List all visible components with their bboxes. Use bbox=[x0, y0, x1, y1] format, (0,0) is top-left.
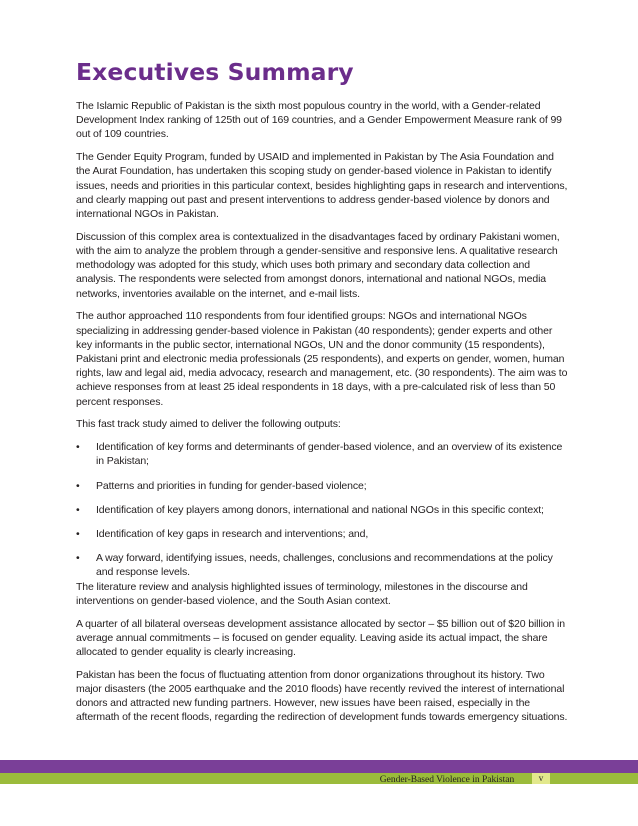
footer-bar bbox=[0, 760, 638, 773]
list-item-text: A way forward, identifying issues, needs, challenges, conclusions and recommendations at the policy and response levels. bbox=[96, 552, 553, 579]
paragraph-respondents: The author approached 110 respondents from four identified groups: NGOs and international NGOs specializing in addressing gender-based violence in Pakistan (40 respondents); gender experts and other key informants in the public sector, international NGOs, UN and the donor community (15 respondents), Pakistani print and electronic media professionals (25 respondents), and experts on gender, women, human rights, law and legal aid, media advocacy, research and management, etc. (30 respondents). The aim was to achieve responses from at least 25 ideal respondents in 18 days, with a pre-calculated risk of less than 50 percent responses. bbox=[76, 310, 568, 408]
list-item-text: Identification of key forms and determinants of gender-based violence, and an overview of its existence in Pakistan; bbox=[96, 441, 563, 468]
paragraph-literature: The literature review and analysis highlighted issues of terminology, milestones in the discourse and interventions on gender-based violence, and the South Asian context. bbox=[76, 580, 528, 607]
body-text bbox=[76, 99, 568, 733]
list-item bbox=[76, 527, 568, 541]
bullet-glyph: • bbox=[76, 441, 80, 454]
list-item bbox=[76, 551, 568, 579]
page-number: v bbox=[532, 773, 550, 784]
list-item bbox=[76, 503, 568, 517]
paragraph-donor-focus: Pakistan has been the focus of fluctuating attention from donor organizations throughout its history. Two major disasters (the 2005 earthquake and the 2010 floods) have recently revived the interest of international donors and attracted new funding partners. However, new issues have been raised, especially in the aftermath of the recent floods, regarding the redirection of development funds towards emergency situations. bbox=[76, 668, 568, 724]
outputs-list bbox=[76, 440, 568, 579]
list-item-text: Identification of key players among donors, international and national NGOs in this specific context; bbox=[96, 503, 544, 516]
list-item-text: Patterns and priorities in funding for gender-based violence; bbox=[96, 479, 367, 492]
page-title: Executives Summary bbox=[76, 58, 354, 86]
paragraph-bilateral: A quarter of all bilateral overseas development assistance allocated by sector – $5 billion out of $20 billion in average annual commitments – is focused on gender equality. Leaving aside its actual impact, the share allocated to gender equality is clearly increasing. bbox=[76, 617, 565, 659]
paragraph-program: The Gender Equity Program, funded by USAID and implemented in Pakistan by The Asia Foundation and the Aurat Foundation, has undertaken this scoping study on gender-based violence in Pakistan to identify issues, needs and priorities in this particular context, besides highlighting gaps in research and interventions, and clearly mapping out past and present interventions to address gender-based violence by donors and international NGOs in Pakistan. bbox=[76, 151, 568, 221]
paragraph-methodology: Discussion of this complex area is contextualized in the disadvantages faced by ordinary Pakistani women, with the aim to analyze the problem through a gender-sensitive and responsive lens. A qualitative research methodology was adopted for this study, which uses both primary and secondary data collection and analysis. The respondents were selected from amongst donors, international and national NGOs, media networks, inventories available on the internet, and e-mail lists. bbox=[76, 230, 560, 300]
bullet-glyph: • bbox=[76, 479, 80, 492]
list-item bbox=[76, 479, 568, 493]
bullet-glyph: • bbox=[76, 528, 80, 541]
paragraph-outputs-lead: This fast track study aimed to deliver the following outputs: bbox=[76, 418, 341, 431]
list-item bbox=[76, 440, 568, 468]
bullet-glyph: • bbox=[76, 552, 80, 565]
list-item-text: Identification of key gaps in research and interventions; and, bbox=[96, 528, 369, 541]
paragraph-intro: The Islamic Republic of Pakistan is the sixth most populous country in the world, with a Gender-related Development Index ranking of 125th out of 169 countries, and a Gender Empowerment Measure rank of 99 out of 109 countries. bbox=[76, 100, 562, 141]
footer-document-title: Gender-Based Violence in Pakistan bbox=[379, 775, 515, 785]
bullet-glyph: • bbox=[76, 503, 80, 516]
